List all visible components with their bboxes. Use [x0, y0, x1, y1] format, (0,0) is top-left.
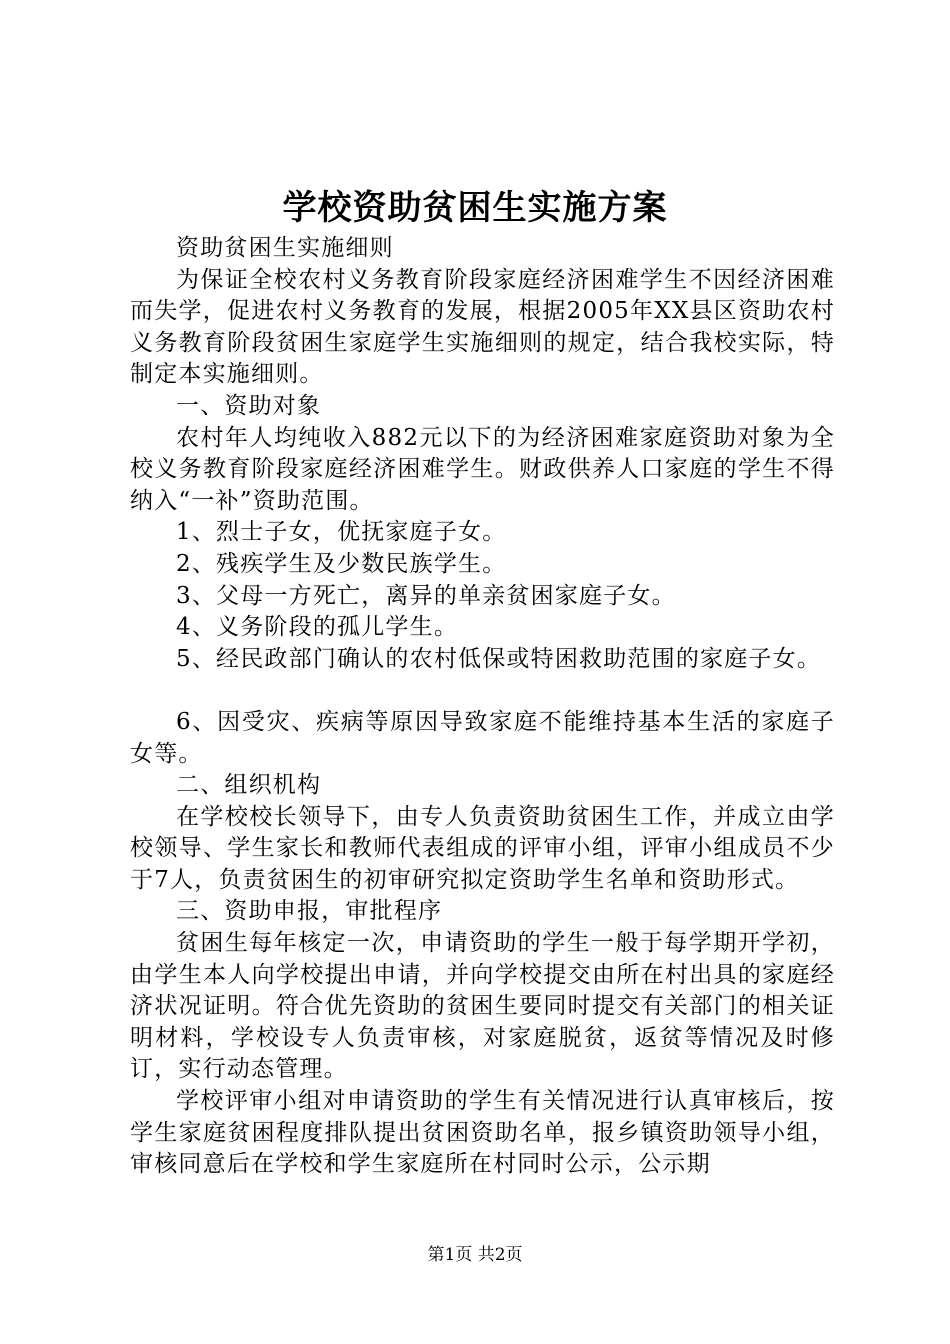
paragraph-subtitle: 资助贫困生实施细则: [176, 235, 394, 261]
paragraph-intro: 为保证全校农村义务教育阶段家庭经济困难学生不因经济困难而失学，促进农村义务教育的发展，根据2005年XX县区资助农村义务教育阶段贫困生家庭学生实施细则的规定，结合我校实际，特制定本实施细则。: [130, 266, 835, 388]
list-item-1: 1、烈士子女，优抚家庭子女。: [176, 519, 507, 546]
paragraph-organization: 在学校校长领导下，由专人负责资助贫困生工作，并成立由学校领导、学生家长和教师代表组成的评审小组，评审小组成员不少于7人，负责贫困生的初审研究拟定资助学生名单和资助形式。: [130, 803, 835, 893]
paragraph-target: 农村年人均纯收入882元以下的为经济困难家庭资助对象为全校义务教育阶段家庭经济困难学生。财政供养人口家庭的学生不得纳入“一补”资助范围。: [130, 424, 835, 514]
section-heading-3: 三、资助申报，审批程序: [176, 898, 443, 925]
document-body: [130, 233, 835, 1181]
list-item-2: 2、残疾学生及少数民族学生。: [176, 550, 507, 577]
list-item-6: 6、因受灾、疾病等原因导致家庭不能维持基本生活的家庭子女等。: [130, 708, 835, 767]
document-title: 学校资助贫困生实施方案: [282, 188, 668, 228]
list-item-4: 4、义务阶段的孤儿学生。: [176, 614, 459, 641]
page-footer: 第1页 共2页: [427, 1245, 523, 1265]
section-heading-1: 一、资助对象: [176, 392, 322, 419]
list-item-3: 3、父母一方死亡，离异的单亲贫困家庭子女。: [176, 582, 676, 609]
section-heading-2: 二、组织机构: [176, 772, 322, 799]
list-item-5: 5、经民政部门确认的农村低保或特困救助范围的家庭子女。: [176, 645, 822, 672]
paragraph-application: 贫困生每年核定一次，申请资助的学生一般于每学期开学初，由学生本人向学校提出申请，并向学校提交由所在村出具的家庭经济状况证明。符合优先资助的贫困生要同时提交有关部门的相关证明材料，学校设专人负责审核，对家庭脱贫，返贫等情况及时修订，实行动态管理。: [130, 930, 835, 1083]
paragraph-review: 学校评审小组对申请资助的学生有关情况进行认真审核后，按学生家庭贫困程度排队提出贫困资助名单，报乡镇资助领导小组，审核同意后在学校和学生家庭所在村同时公示，公示期: [130, 1088, 835, 1178]
